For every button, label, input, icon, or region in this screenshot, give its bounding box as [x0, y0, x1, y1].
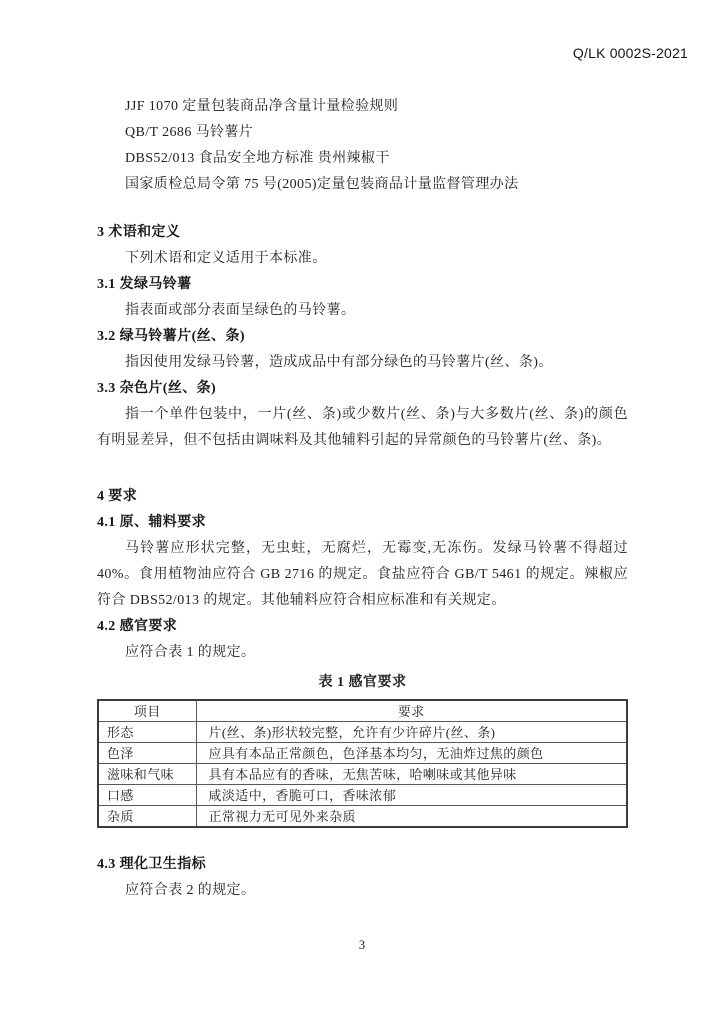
section-4-1-body: 马铃薯应形状完整，无虫蛀，无腐烂，无霉变,无冻伤。发绿马铃薯不得超过 40%。食用植物油应符合 GB 2716 的规定。食盐应符合 GB/T 5461 的规定。辣椒应符合 DBS52/013 的规定。其他辅料应符合相应标准和有关规定。: [97, 541, 628, 608]
table-row: [98, 785, 627, 806]
table-cell-item: 色泽: [98, 743, 196, 764]
reference-item: 国家质检总局令第 75 号(2005)定量包装商品计量监督管理办法: [125, 177, 519, 192]
table-1-title: 表 1 感官要求: [318, 675, 407, 690]
term-3-2-definition: 指因使用发绿马铃薯，造成成品中有部分绿色的马铃薯片(丝、条)。: [125, 355, 553, 370]
table-cell-item: 形态: [98, 722, 196, 743]
table-header-item: 项目: [98, 700, 196, 722]
section-4-2-heading: 4.2 感官要求: [97, 619, 178, 634]
section-4-3-heading: 4.3 理化卫生指标: [97, 857, 206, 872]
term-3-3-definition: 指一个单件包装中，一片(丝、条)或少数片(丝、条)与大多数片(丝、条)的颜色有明显差异，但不包括由调味料及其他辅料引起的异常颜色的马铃薯片(丝、条)。: [97, 407, 628, 448]
table-cell-requirement: 咸淡适中，香脆可口，香味浓郁: [196, 785, 627, 806]
table-cell-requirement: 正常视力无可见外来杂质: [196, 806, 627, 828]
term-3-3-title: 3.3 杂色片(丝、条): [97, 381, 217, 396]
page-content: [97, 0, 628, 904]
table-cell-item: 滋味和气味: [98, 764, 196, 785]
doc-number: Q/LK 0002S-2021: [572, 45, 688, 61]
table-header-requirement: 要求: [196, 700, 627, 722]
table-row: [98, 722, 627, 743]
table-cell-requirement: 具有本品应有的香味，无焦苦味，哈喇味或其他异味: [196, 764, 627, 785]
table-header-row: [98, 700, 627, 722]
section-4-2-body: 应符合表 1 的规定。: [125, 645, 256, 660]
reference-item: QB/T 2686 马铃薯片: [125, 125, 254, 140]
term-3-1-definition: 指表面或部分表面呈绿色的马铃薯。: [125, 303, 356, 318]
table-cell-item: 口感: [98, 785, 196, 806]
table-cell-item: 杂质: [98, 806, 196, 828]
sensory-requirements-table: [97, 699, 628, 828]
term-3-1-title: 3.1 发绿马铃薯: [97, 277, 192, 292]
table-row: [98, 764, 627, 785]
table-row: [98, 806, 627, 828]
section-4-1-heading: 4.1 原、辅料要求: [97, 515, 206, 530]
section-4-3-body: 应符合表 2 的规定。: [125, 883, 256, 898]
section-3-intro: 下列术语和定义适用于本标准。: [125, 251, 327, 266]
table-row: [98, 743, 627, 764]
reference-item: DBS52/013 食品安全地方标准 贵州辣椒干: [125, 151, 390, 166]
table-cell-requirement: 片(丝、条)形状较完整，允许有少许碎片(丝、条): [196, 722, 627, 743]
term-3-2-title: 3.2 绿马铃薯片(丝、条): [97, 329, 245, 344]
reference-item: JJF 1070 定量包装商品净含量计量检验规则: [125, 99, 399, 114]
section-3-heading: 3 术语和定义: [97, 225, 181, 240]
section-4-heading: 4 要求: [97, 489, 138, 504]
table-cell-requirement: 应具有本品正常颜色，色泽基本均匀，无油炸过焦的颜色: [196, 743, 627, 764]
references-list: [97, 94, 628, 198]
page-number: 3: [358, 938, 366, 952]
